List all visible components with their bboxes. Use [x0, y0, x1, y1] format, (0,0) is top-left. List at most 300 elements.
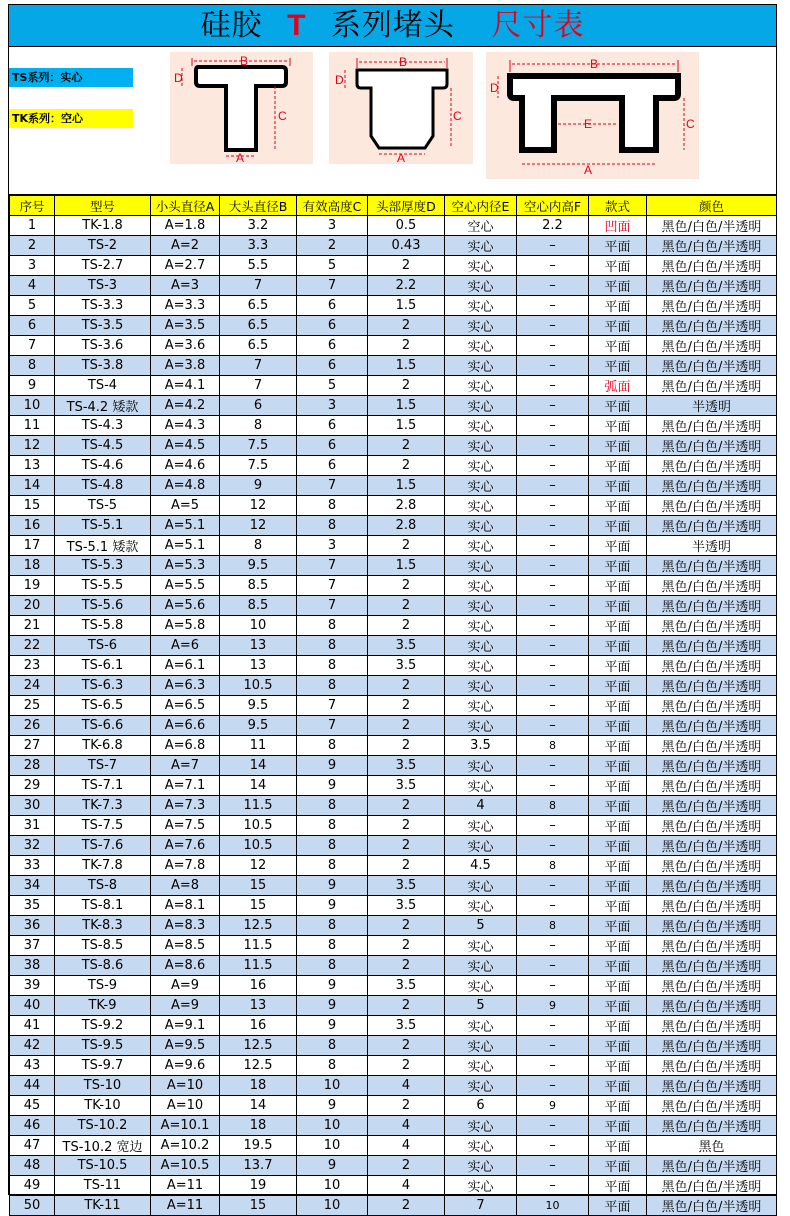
- col-height-c-cell: 8: [297, 816, 368, 836]
- col-thickness-d-cell: 3.5: [368, 776, 445, 796]
- col-inner-e-cell: 实心: [445, 316, 517, 336]
- col-model-cell: TS-4.2 矮款: [55, 396, 151, 416]
- col-index-cell: 1: [10, 216, 55, 236]
- col-inner-f-cell: –: [517, 496, 589, 516]
- col-model-cell: TS-8.1: [55, 896, 151, 916]
- col-dia-a-cell: A=7.5: [151, 816, 220, 836]
- col-model-header: 型号: [55, 196, 151, 216]
- col-style-cell: 平面: [589, 736, 647, 756]
- col-dia-a-cell: A=2: [151, 236, 220, 256]
- col-color-cell: 黑色/白色/半透明: [647, 316, 777, 336]
- col-inner-f-cell: 2.2: [517, 216, 589, 236]
- col-height-c-cell: 7: [297, 276, 368, 296]
- title-part-1: 硅胶: [200, 8, 263, 43]
- col-inner-f-cell: –: [517, 1076, 589, 1096]
- col-thickness-d-cell: 2: [368, 696, 445, 716]
- col-height-c-cell: 9: [297, 976, 368, 996]
- table-row: [10, 756, 777, 776]
- table-row: [10, 1056, 777, 1076]
- col-thickness-d-cell: 2.2: [368, 276, 445, 296]
- col-inner-f-cell: –: [517, 1016, 589, 1036]
- col-height-c-cell: 8: [297, 636, 368, 656]
- col-model-cell: TS-6.3: [55, 676, 151, 696]
- col-style-cell: 平面: [589, 936, 647, 956]
- col-inner-f-cell: –: [517, 696, 589, 716]
- col-style-cell: 平面: [589, 1036, 647, 1056]
- col-model-cell: TS-6.1: [55, 656, 151, 676]
- col-style-cell: 平面: [589, 236, 647, 256]
- col-thickness-d-cell: 2: [368, 956, 445, 976]
- col-height-c-cell: 7: [297, 596, 368, 616]
- col-thickness-d-cell: 2: [368, 316, 445, 336]
- col-style-header: 款式: [589, 196, 647, 216]
- col-model-cell: TS-8: [55, 876, 151, 896]
- table-row: [10, 516, 777, 536]
- col-inner-e-cell: 实心: [445, 436, 517, 456]
- col-model-cell: TS-7: [55, 756, 151, 776]
- col-dia-b-cell: 6: [220, 396, 297, 416]
- col-height-c-cell: 2: [297, 236, 368, 256]
- col-dia-b-cell: 3.3: [220, 236, 297, 256]
- col-inner-e-cell: 实心: [445, 596, 517, 616]
- col-style-cell: 平面: [589, 556, 647, 576]
- title-part-2: T: [287, 9, 307, 42]
- col-inner-f-cell: –: [517, 896, 589, 916]
- col-thickness-d-cell: 2: [368, 676, 445, 696]
- col-dia-a-cell: A=4.5: [151, 436, 220, 456]
- label-c-2: C: [453, 109, 462, 123]
- col-style-cell: 平面: [589, 476, 647, 496]
- table-row: [10, 356, 777, 376]
- col-height-c-cell: 8: [297, 936, 368, 956]
- table-body: [10, 216, 777, 1216]
- col-dia-b-cell: 18: [220, 1116, 297, 1136]
- col-model-cell: TS-6.5: [55, 696, 151, 716]
- col-dia-a-cell: A=7.3: [151, 796, 220, 816]
- col-inner-e-header: 空心内径E: [445, 196, 517, 216]
- col-style-cell: 平面: [589, 1116, 647, 1136]
- col-dia-b-cell: 15: [220, 896, 297, 916]
- col-dia-a-cell: A=10.2: [151, 1136, 220, 1156]
- col-dia-a-cell: A=6.3: [151, 676, 220, 696]
- col-model-cell: TS-4.3: [55, 416, 151, 436]
- label-c-3: C: [686, 117, 695, 131]
- col-model-cell: TS-5.8: [55, 616, 151, 636]
- col-inner-e-cell: 实心: [445, 576, 517, 596]
- col-dia-a-cell: A=9: [151, 996, 220, 1016]
- col-dia-b-cell: 16: [220, 1016, 297, 1036]
- col-height-c-cell: 8: [297, 956, 368, 976]
- col-color-cell: 黑色/白色/半透明: [647, 1056, 777, 1076]
- col-dia-b-cell: 13.7: [220, 1156, 297, 1176]
- label-d-3: D: [490, 81, 499, 95]
- col-inner-e-cell: 实心: [445, 1016, 517, 1036]
- col-style-cell: 平面: [589, 336, 647, 356]
- col-inner-f-cell: –: [517, 616, 589, 636]
- col-style-cell: 平面: [589, 536, 647, 556]
- col-height-c-cell: 6: [297, 336, 368, 356]
- col-dia-b-cell: 14: [220, 756, 297, 776]
- col-index-cell: 19: [10, 576, 55, 596]
- col-index-cell: 17: [10, 536, 55, 556]
- col-style-cell: 平面: [589, 436, 647, 456]
- col-thickness-d-cell: 2: [368, 836, 445, 856]
- col-index-cell: 43: [10, 1056, 55, 1076]
- col-index-cell: 40: [10, 996, 55, 1016]
- col-model-cell: TS-2.7: [55, 256, 151, 276]
- col-model-cell: TS-5: [55, 496, 151, 516]
- col-dia-b-cell: 6.5: [220, 336, 297, 356]
- col-model-cell: TK-9: [55, 996, 151, 1016]
- col-height-c-cell: 7: [297, 696, 368, 716]
- col-style-cell: 平面: [589, 256, 647, 276]
- col-dia-b-cell: 12: [220, 496, 297, 516]
- col-thickness-d-cell: 4: [368, 1076, 445, 1096]
- label-b-2: B: [399, 55, 408, 69]
- col-inner-f-cell: –: [517, 236, 589, 256]
- col-dia-b-cell: 11: [220, 736, 297, 756]
- col-dia-b-cell: 14: [220, 1096, 297, 1116]
- col-thickness-d-cell: 2: [368, 796, 445, 816]
- col-dia-b-cell: 6.5: [220, 296, 297, 316]
- col-model-cell: TS-3.5: [55, 316, 151, 336]
- col-inner-f-cell: –: [517, 636, 589, 656]
- col-index-cell: 45: [10, 1096, 55, 1116]
- col-inner-f-cell: –: [517, 376, 589, 396]
- col-index-cell: 28: [10, 756, 55, 776]
- col-height-c-cell: 6: [297, 436, 368, 456]
- col-inner-f-cell: 8: [517, 916, 589, 936]
- col-index-cell: 26: [10, 716, 55, 736]
- table-row: [10, 296, 777, 316]
- col-thickness-d-cell: 1.5: [368, 396, 445, 416]
- col-index-cell: 11: [10, 416, 55, 436]
- col-style-cell: 平面: [589, 1156, 647, 1176]
- col-height-c-cell: 6: [297, 316, 368, 336]
- col-inner-e-cell: 实心: [445, 816, 517, 836]
- col-dia-b-cell: 16: [220, 976, 297, 996]
- col-dia-b-cell: 10.5: [220, 676, 297, 696]
- col-color-cell: 黑色/白色/半透明: [647, 436, 777, 456]
- col-thickness-d-cell: 2: [368, 816, 445, 836]
- col-model-cell: TS-5.6: [55, 596, 151, 616]
- col-color-cell: 黑色/白色/半透明: [647, 1096, 777, 1116]
- col-index-header: 序号: [10, 196, 55, 216]
- col-height-c-cell: 3: [297, 536, 368, 556]
- col-dia-a-cell: A=11: [151, 1176, 220, 1196]
- table-row: [10, 696, 777, 716]
- col-index-cell: 32: [10, 836, 55, 856]
- col-inner-e-cell: 实心: [445, 496, 517, 516]
- label-b: B: [240, 54, 249, 68]
- col-color-cell: 黑色/白色/半透明: [647, 836, 777, 856]
- col-model-cell: TS-9.2: [55, 1016, 151, 1036]
- col-color-cell: 黑色/白色/半透明: [647, 516, 777, 536]
- page-title: [9, 5, 776, 47]
- col-style-cell: 平面: [589, 416, 647, 436]
- col-inner-f-cell: –: [517, 576, 589, 596]
- table-row: [10, 636, 777, 656]
- col-dia-b-cell: 8.5: [220, 576, 297, 596]
- col-model-cell: TS-4: [55, 376, 151, 396]
- col-style-cell: 平面: [589, 496, 647, 516]
- col-height-c-cell: 9: [297, 896, 368, 916]
- col-thickness-d-cell: 2: [368, 916, 445, 936]
- col-inner-f-cell: –: [517, 536, 589, 556]
- col-style-cell: 平面: [589, 316, 647, 336]
- table-row: [10, 856, 777, 876]
- col-color-cell: 黑色/白色/半透明: [647, 376, 777, 396]
- col-model-cell: TS-2: [55, 236, 151, 256]
- col-style-cell: 平面: [589, 1056, 647, 1076]
- col-dia-a-cell: A=1.8: [151, 216, 220, 236]
- col-inner-e-cell: 实心: [445, 416, 517, 436]
- col-model-cell: TS-4.6: [55, 456, 151, 476]
- col-inner-e-cell: 实心: [445, 936, 517, 956]
- col-dia-a-cell: A=4.1: [151, 376, 220, 396]
- col-index-cell: 22: [10, 636, 55, 656]
- col-inner-f-cell: –: [517, 816, 589, 836]
- col-thickness-d-cell: 3.5: [368, 656, 445, 676]
- col-index-cell: 8: [10, 356, 55, 376]
- col-inner-e-cell: 5: [445, 916, 517, 936]
- table-row: [10, 416, 777, 436]
- col-inner-f-cell: –: [517, 256, 589, 276]
- col-color-cell: 黑色/白色/半透明: [647, 616, 777, 636]
- col-thickness-d-cell: 2: [368, 256, 445, 276]
- col-dia-a-cell: A=3.6: [151, 336, 220, 356]
- col-dia-b-cell: 11.5: [220, 956, 297, 976]
- col-model-cell: TS-3: [55, 276, 151, 296]
- col-color-cell: 黑色/白色/半透明: [647, 1176, 777, 1196]
- col-model-cell: TK-7.3: [55, 796, 151, 816]
- diagram-ts-taper: [329, 52, 473, 164]
- col-index-cell: 25: [10, 696, 55, 716]
- col-color-cell: 黑色/白色/半透明: [647, 696, 777, 716]
- col-inner-f-header: 空心内高F: [517, 196, 589, 216]
- label-b-3: B: [590, 57, 599, 71]
- col-index-cell: 10: [10, 396, 55, 416]
- col-inner-e-cell: 实心: [445, 976, 517, 996]
- col-color-cell: 黑色: [647, 1136, 777, 1156]
- col-inner-e-cell: 实心: [445, 616, 517, 636]
- col-dia-b-cell: 9: [220, 476, 297, 496]
- table-row: [10, 876, 777, 896]
- title-part-4: 尺寸表: [491, 8, 585, 43]
- col-thickness-d-cell: 1.5: [368, 416, 445, 436]
- col-index-cell: 46: [10, 1116, 55, 1136]
- label-c: C: [278, 109, 287, 123]
- table-row: [10, 796, 777, 816]
- col-dia-b-cell: 13: [220, 636, 297, 656]
- col-dia-b-cell: 10: [220, 616, 297, 636]
- table-row: [10, 676, 777, 696]
- col-inner-f-cell: –: [517, 356, 589, 376]
- col-color-cell: 黑色/白色/半透明: [647, 1156, 777, 1176]
- col-height-c-cell: 8: [297, 516, 368, 536]
- col-dia-b-cell: 15: [220, 1196, 297, 1216]
- col-style-cell: 平面: [589, 516, 647, 536]
- col-inner-f-cell: –: [517, 956, 589, 976]
- col-color-cell: 黑色/白色/半透明: [647, 856, 777, 876]
- col-inner-e-cell: 实心: [445, 336, 517, 356]
- label-d-2: D: [335, 73, 344, 87]
- col-thickness-d-cell: 2: [368, 536, 445, 556]
- col-model-cell: TS-9.7: [55, 1056, 151, 1076]
- table-row: [10, 916, 777, 936]
- col-dia-b-cell: 3.2: [220, 216, 297, 236]
- col-thickness-d-cell: 1.5: [368, 476, 445, 496]
- col-style-cell: 凹面: [589, 216, 647, 236]
- col-model-cell: TS-7.5: [55, 816, 151, 836]
- col-style-cell: 平面: [589, 1196, 647, 1216]
- col-inner-e-cell: 实心: [445, 236, 517, 256]
- col-color-cell: 黑色/白色/半透明: [647, 976, 777, 996]
- col-inner-f-cell: –: [517, 676, 589, 696]
- table-row: [10, 996, 777, 1016]
- col-thickness-d-cell: 3.5: [368, 636, 445, 656]
- col-height-c-cell: 7: [297, 576, 368, 596]
- col-inner-f-cell: 9: [517, 1096, 589, 1116]
- col-index-cell: 36: [10, 916, 55, 936]
- diagram-tk-hollow-svg: [486, 52, 699, 179]
- col-thickness-d-cell: 2: [368, 716, 445, 736]
- col-index-cell: 50: [10, 1196, 55, 1216]
- col-inner-f-cell: –: [517, 416, 589, 436]
- col-height-c-cell: 7: [297, 556, 368, 576]
- col-height-c-cell: 3: [297, 216, 368, 236]
- table-row: [10, 256, 777, 276]
- col-dia-b-cell: 7: [220, 356, 297, 376]
- col-thickness-d-cell: 2: [368, 1096, 445, 1116]
- col-thickness-d-cell: 1.5: [368, 356, 445, 376]
- table-row: [10, 1176, 777, 1196]
- col-inner-f-cell: 8: [517, 796, 589, 816]
- col-inner-f-cell: –: [517, 756, 589, 776]
- table-row: [10, 976, 777, 996]
- table-row: [10, 276, 777, 296]
- col-dia-b-cell: 18: [220, 1076, 297, 1096]
- col-inner-e-cell: 实心: [445, 536, 517, 556]
- col-inner-e-cell: 3.5: [445, 736, 517, 756]
- col-dia-a-cell: A=8.1: [151, 896, 220, 916]
- col-color-cell: 黑色/白色/半透明: [647, 956, 777, 976]
- diagram-ts-taper-svg: [329, 52, 473, 164]
- col-dia-a-cell: A=11: [151, 1196, 220, 1216]
- col-color-cell: 黑色/白色/半透明: [647, 416, 777, 436]
- col-height-c-cell: 9: [297, 1016, 368, 1036]
- col-height-c-cell: 6: [297, 356, 368, 376]
- col-height-c-cell: 8: [297, 796, 368, 816]
- col-inner-f-cell: –: [517, 836, 589, 856]
- col-inner-e-cell: 实心: [445, 1116, 517, 1136]
- col-model-cell: TS-9: [55, 976, 151, 996]
- col-model-cell: TS-5.3: [55, 556, 151, 576]
- col-dia-a-cell: A=10: [151, 1096, 220, 1116]
- col-inner-f-cell: –: [517, 1176, 589, 1196]
- col-color-cell: 黑色/白色/半透明: [647, 916, 777, 936]
- col-dia-b-cell: 8: [220, 416, 297, 436]
- col-style-cell: 平面: [589, 1096, 647, 1116]
- col-style-cell: 平面: [589, 1176, 647, 1196]
- col-dia-a-cell: A=8.3: [151, 916, 220, 936]
- col-color-cell: 黑色/白色/半透明: [647, 656, 777, 676]
- table-row: [10, 1116, 777, 1136]
- col-height-c-cell: 9: [297, 996, 368, 1016]
- col-dia-b-cell: 8: [220, 536, 297, 556]
- diagram-ts-flat: [170, 52, 313, 164]
- col-inner-f-cell: –: [517, 656, 589, 676]
- col-index-cell: 49: [10, 1176, 55, 1196]
- col-index-cell: 33: [10, 856, 55, 876]
- table-row: [10, 1036, 777, 1056]
- col-inner-e-cell: 实心: [445, 396, 517, 416]
- col-thickness-d-cell: 2: [368, 996, 445, 1016]
- table-row: [10, 956, 777, 976]
- col-thickness-d-cell: 2: [368, 736, 445, 756]
- col-dia-a-cell: A=2.7: [151, 256, 220, 276]
- col-dia-b-header: 大头直径B: [220, 196, 297, 216]
- col-color-cell: 黑色/白色/半透明: [647, 936, 777, 956]
- col-dia-b-cell: 11.5: [220, 936, 297, 956]
- col-inner-e-cell: 实心: [445, 1056, 517, 1076]
- col-height-c-cell: 10: [297, 1116, 368, 1136]
- col-height-c-cell: 7: [297, 476, 368, 496]
- col-dia-b-cell: 15: [220, 876, 297, 896]
- col-inner-e-cell: 实心: [445, 676, 517, 696]
- col-index-cell: 6: [10, 316, 55, 336]
- col-dia-a-cell: A=4.8: [151, 476, 220, 496]
- col-inner-f-cell: –: [517, 316, 589, 336]
- col-inner-e-cell: 实心: [445, 1036, 517, 1056]
- label-a: A: [236, 151, 245, 164]
- col-thickness-d-cell: 2.8: [368, 496, 445, 516]
- col-dia-a-cell: A=9.1: [151, 1016, 220, 1036]
- col-style-cell: 平面: [589, 676, 647, 696]
- col-style-cell: 平面: [589, 296, 647, 316]
- col-index-cell: 47: [10, 1136, 55, 1156]
- col-color-cell: 黑色/白色/半透明: [647, 896, 777, 916]
- col-inner-f-cell: –: [517, 1056, 589, 1076]
- col-inner-e-cell: 7: [445, 1196, 517, 1216]
- col-dia-a-cell: A=10.5: [151, 1156, 220, 1176]
- col-dia-a-cell: A=7.8: [151, 856, 220, 876]
- col-model-cell: TS-6: [55, 636, 151, 656]
- col-model-cell: TS-6.6: [55, 716, 151, 736]
- col-inner-e-cell: 实心: [445, 876, 517, 896]
- table-row: [10, 836, 777, 856]
- table-row: [10, 396, 777, 416]
- col-inner-f-cell: –: [517, 296, 589, 316]
- col-inner-e-cell: 实心: [445, 276, 517, 296]
- table-row: [10, 1136, 777, 1156]
- col-index-cell: 2: [10, 236, 55, 256]
- col-thickness-d-cell: 1.5: [368, 556, 445, 576]
- col-color-cell: 黑色/白色/半透明: [647, 1196, 777, 1216]
- col-color-cell: 黑色/白色/半透明: [647, 676, 777, 696]
- col-style-cell: 平面: [589, 396, 647, 416]
- col-height-c-cell: 5: [297, 256, 368, 276]
- col-inner-f-cell: –: [517, 776, 589, 796]
- col-inner-f-cell: –: [517, 476, 589, 496]
- col-inner-e-cell: 4.5: [445, 856, 517, 876]
- col-height-c-cell: 8: [297, 496, 368, 516]
- col-style-cell: 平面: [589, 896, 647, 916]
- col-thickness-d-cell: 3.5: [368, 1016, 445, 1036]
- col-index-cell: 44: [10, 1076, 55, 1096]
- col-dia-a-cell: A=3.8: [151, 356, 220, 376]
- col-inner-f-cell: –: [517, 1036, 589, 1056]
